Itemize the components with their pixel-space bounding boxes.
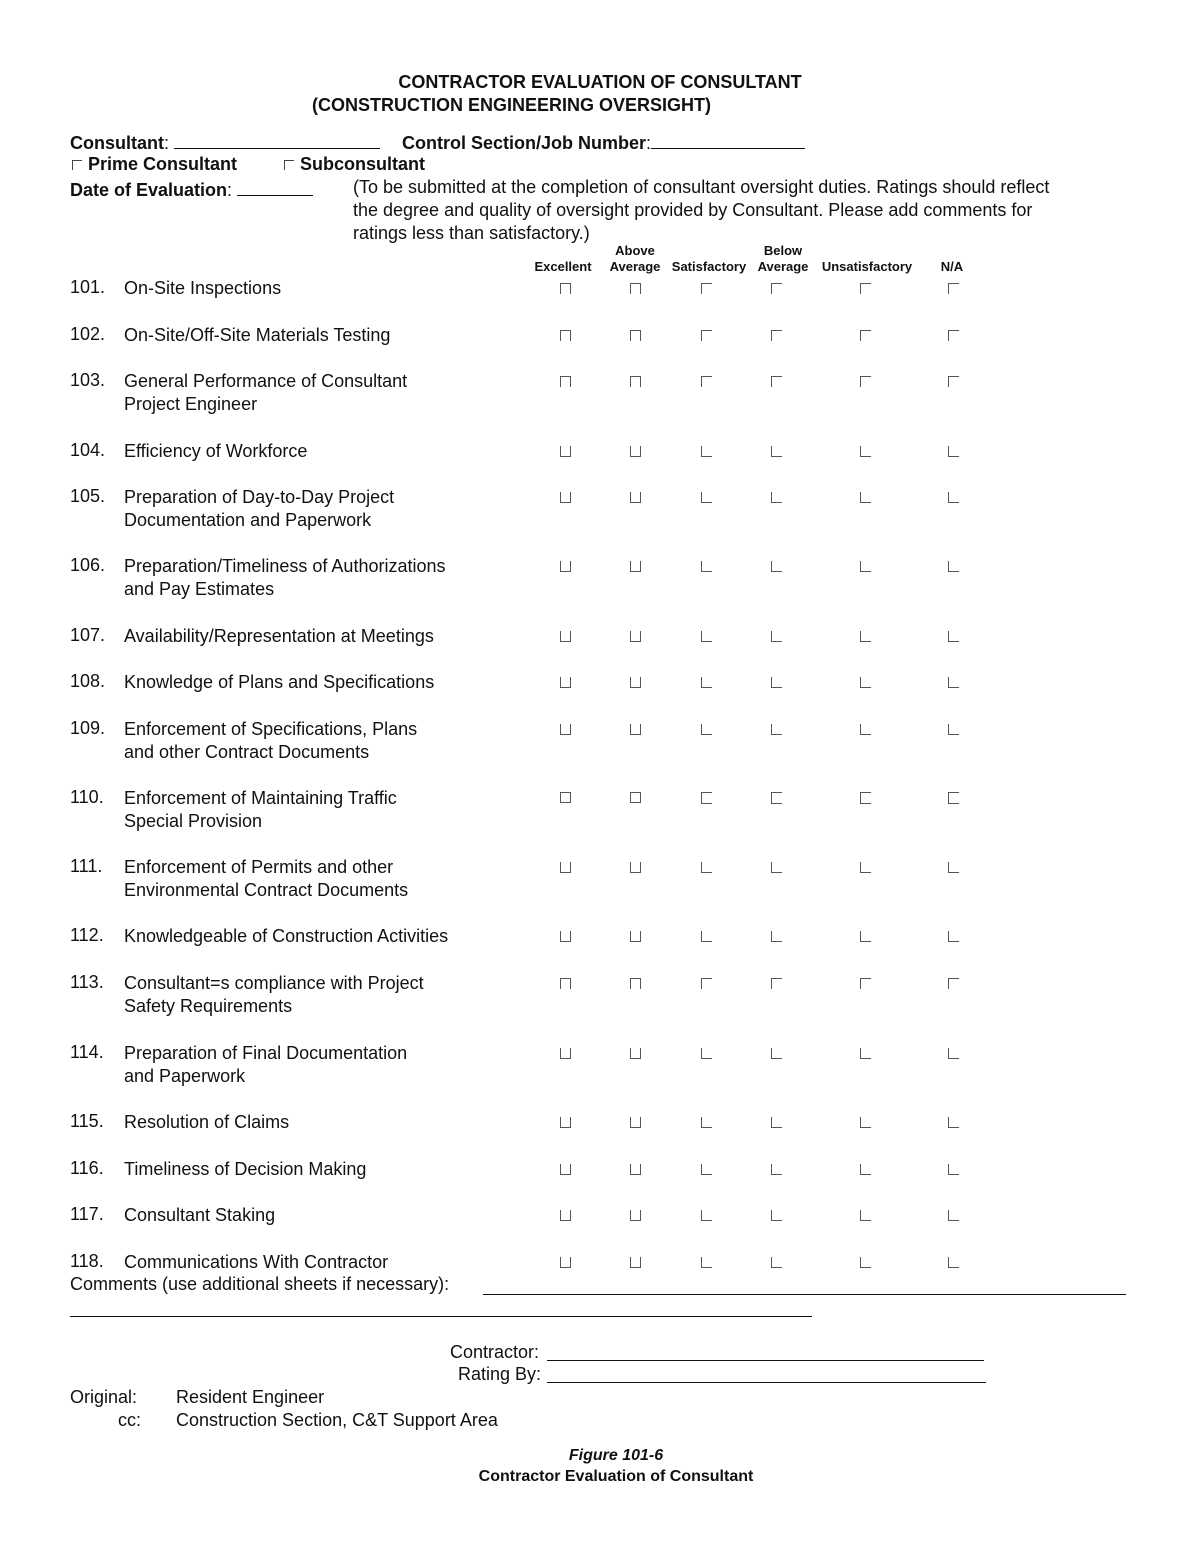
rating-checkbox[interactable] xyxy=(630,792,641,803)
item-number: 101. xyxy=(70,277,106,297)
rating-checkbox[interactable] xyxy=(701,862,712,873)
rating-checkbox[interactable] xyxy=(948,724,959,735)
rating-checkbox[interactable] xyxy=(630,330,641,341)
rating-checkbox[interactable] xyxy=(860,283,871,294)
rating-checkbox[interactable] xyxy=(948,1164,959,1175)
consultant-input-line[interactable] xyxy=(174,130,380,149)
rating-checkbox[interactable] xyxy=(701,446,712,457)
rating-checkbox[interactable] xyxy=(701,330,712,341)
prime-consultant-option[interactable]: Prime Consultant xyxy=(72,154,237,175)
rating-checkbox[interactable] xyxy=(771,1164,782,1175)
rating-checkbox[interactable] xyxy=(860,1257,871,1268)
rating-checkbox[interactable] xyxy=(948,931,959,942)
rating-checkbox[interactable] xyxy=(560,330,571,341)
rating-checkbox[interactable] xyxy=(630,1164,641,1175)
item-label: On-Site Inspections xyxy=(124,278,282,298)
rating-checkbox[interactable] xyxy=(630,931,641,942)
item-label: Timeliness of Decision Making xyxy=(124,1159,367,1179)
rating-checkbox[interactable] xyxy=(771,792,782,804)
rating-checkbox[interactable] xyxy=(860,724,871,735)
col-unsatisfactory: Unsatisfactory xyxy=(821,259,913,274)
rating-checkbox[interactable] xyxy=(560,631,571,642)
item-label: Enforcement of Permits and other Environmental Contract Documents xyxy=(124,857,409,900)
rating-checkbox[interactable] xyxy=(630,1048,641,1059)
rating-checkbox[interactable] xyxy=(701,677,712,688)
rating-checkbox[interactable] xyxy=(630,631,641,642)
rating-checkbox[interactable] xyxy=(860,446,871,457)
rating-checkbox[interactable] xyxy=(630,677,641,688)
page-subtitle: (CONSTRUCTION ENGINEERING OVERSIGHT) xyxy=(312,95,712,115)
rating-checkbox[interactable] xyxy=(860,376,871,387)
item-number: 107. xyxy=(70,625,106,645)
rating-checkbox[interactable] xyxy=(860,1048,871,1059)
rating-checkbox[interactable] xyxy=(560,1048,571,1059)
comments-label: Comments (use additional sheets if necessary): xyxy=(70,1274,450,1294)
rating-checkbox[interactable] xyxy=(860,330,871,341)
rating-checkbox[interactable] xyxy=(771,677,782,688)
rating-checkbox[interactable] xyxy=(630,376,641,387)
rating-checkbox[interactable] xyxy=(560,283,571,294)
item-label: Preparation/Timeliness of Authorizations and Pay Estimates xyxy=(124,556,446,599)
rating-checkbox[interactable] xyxy=(860,677,871,688)
rating-checkbox[interactable] xyxy=(771,283,782,294)
rating-checkbox[interactable] xyxy=(948,1048,959,1059)
rating-checkbox[interactable] xyxy=(948,1210,959,1221)
item-number: 115. xyxy=(70,1111,104,1131)
item-label: On-Site/Off-Site Materials Testing xyxy=(124,325,391,345)
rating-checkbox[interactable] xyxy=(630,1210,641,1221)
rating-checkbox[interactable] xyxy=(860,792,871,804)
rating-checkbox[interactable] xyxy=(771,376,782,387)
rating-checkbox[interactable] xyxy=(701,561,712,572)
original-label: Original: xyxy=(70,1387,138,1407)
rating-checkbox[interactable] xyxy=(560,1210,571,1221)
rating-checkbox[interactable] xyxy=(701,792,712,804)
item-number: 114. xyxy=(70,1042,104,1062)
item-number: 112. xyxy=(70,925,104,945)
cc-label: cc: xyxy=(118,1410,142,1430)
rating-checkbox[interactable] xyxy=(771,330,782,341)
item-number: 117. xyxy=(70,1204,104,1224)
rating-checkbox[interactable] xyxy=(701,492,712,503)
rating-checkbox[interactable] xyxy=(701,1048,712,1059)
instructions-line-3: ratings less than satisfactory.) xyxy=(353,223,590,243)
instructions-line-2: the degree and quality of oversight provided by Consultant. Please add comments for xyxy=(353,200,1033,220)
rating-checkbox[interactable] xyxy=(560,792,571,803)
rating-checkbox[interactable] xyxy=(701,978,712,989)
control-input-line[interactable] xyxy=(651,130,805,149)
rating-checkbox[interactable] xyxy=(860,1117,871,1128)
comments-line-2[interactable] xyxy=(70,1316,812,1317)
col-satisfactory: Satisfactory xyxy=(671,259,747,274)
rating-checkbox[interactable] xyxy=(771,724,782,735)
rating-checkbox[interactable] xyxy=(860,862,871,873)
rating-checkbox[interactable] xyxy=(560,862,571,873)
date-field: Date of Evaluation: xyxy=(70,177,313,201)
item-number: 108. xyxy=(70,671,106,691)
contractor-label: Contractor: xyxy=(450,1342,540,1362)
item-number: 110. xyxy=(70,787,104,807)
cc-value: Construction Section, C&T Support Area xyxy=(176,1410,498,1430)
rating-checkbox[interactable] xyxy=(948,376,959,387)
rating-checkbox[interactable] xyxy=(860,1210,871,1221)
figure-caption: Contractor Evaluation of Consultant xyxy=(478,1468,754,1485)
page-title: CONTRACTOR EVALUATION OF CONSULTANT xyxy=(398,72,802,92)
item-label: Enforcement of Specifications, Plans and other Contract Documents xyxy=(124,719,418,762)
consultant-label: Consultant xyxy=(70,133,164,153)
rating-checkbox[interactable] xyxy=(948,283,959,294)
rating-checkbox[interactable] xyxy=(630,1117,641,1128)
rating-checkbox[interactable] xyxy=(560,1164,571,1175)
col-below-average: Below Average xyxy=(757,243,809,274)
sub-checkbox[interactable] xyxy=(284,160,294,170)
rating-checkbox[interactable] xyxy=(701,724,712,735)
rating-checkbox[interactable] xyxy=(560,446,571,457)
rating-checkbox[interactable] xyxy=(560,561,571,572)
rating-checkbox[interactable] xyxy=(560,1257,571,1268)
rating-checkbox[interactable] xyxy=(860,561,871,572)
rating-checkbox[interactable] xyxy=(771,1257,782,1268)
rating-checkbox[interactable] xyxy=(701,1164,712,1175)
rating-checkbox[interactable] xyxy=(701,631,712,642)
rating-checkbox[interactable] xyxy=(860,492,871,503)
control-label: Control Section/Job Number xyxy=(402,133,647,153)
figure-number: Figure 101-6 xyxy=(568,1447,664,1464)
rating-checkbox[interactable] xyxy=(771,561,782,572)
item-label: Preparation of Final Documentation and Paperwork xyxy=(124,1043,408,1086)
rating-checkbox[interactable] xyxy=(701,931,712,942)
rating-by-signature-line[interactable] xyxy=(547,1382,986,1383)
item-number: 116. xyxy=(70,1158,104,1178)
rating-by-label: Rating By: xyxy=(458,1364,542,1384)
item-number: 102. xyxy=(70,324,106,344)
item-number: 105. xyxy=(70,486,106,506)
subconsultant-option[interactable]: Subconsultant xyxy=(284,154,425,175)
rating-checkbox[interactable] xyxy=(948,677,959,688)
item-label: General Performance of Consultant Project Engineer xyxy=(124,371,408,414)
rating-checkbox[interactable] xyxy=(630,862,641,873)
rating-checkbox[interactable] xyxy=(948,862,959,873)
item-number: 103. xyxy=(70,370,106,390)
rating-checkbox[interactable] xyxy=(771,631,782,642)
date-input-line[interactable] xyxy=(237,177,313,196)
item-label: Consultant Staking xyxy=(124,1205,276,1225)
rating-checkbox[interactable] xyxy=(948,631,959,642)
rating-checkbox[interactable] xyxy=(630,724,641,735)
rating-checkbox[interactable] xyxy=(630,492,641,503)
comments-line-1[interactable] xyxy=(483,1294,1126,1295)
rating-checkbox[interactable] xyxy=(630,561,641,572)
item-number: 113. xyxy=(70,972,104,992)
rating-checkbox[interactable] xyxy=(701,376,712,387)
rating-checkbox[interactable] xyxy=(771,931,782,942)
item-label: Knowledgeable of Construction Activities xyxy=(124,926,449,946)
item-number: 109. xyxy=(70,718,106,738)
rating-checkbox[interactable] xyxy=(771,1210,782,1221)
rating-checkbox[interactable] xyxy=(701,1210,712,1221)
rating-checkbox[interactable] xyxy=(701,1117,712,1128)
item-label: Availability/Representation at Meetings xyxy=(124,626,434,646)
original-value: Resident Engineer xyxy=(176,1387,325,1407)
rating-checkbox[interactable] xyxy=(948,792,959,804)
rating-checkbox[interactable] xyxy=(771,862,782,873)
rating-checkbox[interactable] xyxy=(630,446,641,457)
rating-checkbox[interactable] xyxy=(560,931,571,942)
item-number: 111. xyxy=(70,856,103,876)
item-label: Efficiency of Workforce xyxy=(124,441,308,461)
rating-checkbox[interactable] xyxy=(560,978,571,989)
item-label: Communications With Contractor xyxy=(124,1252,389,1272)
rating-checkbox[interactable] xyxy=(630,1257,641,1268)
col-above-average: Above Average xyxy=(609,243,661,274)
rating-checkbox[interactable] xyxy=(560,492,571,503)
rating-checkbox[interactable] xyxy=(860,631,871,642)
rating-checkbox[interactable] xyxy=(771,1117,782,1128)
rating-checkbox[interactable] xyxy=(560,376,571,387)
rating-checkbox[interactable] xyxy=(948,978,959,989)
item-label: Knowledge of Plans and Specifications xyxy=(124,672,435,692)
rating-checkbox[interactable] xyxy=(860,978,871,989)
rating-checkbox[interactable] xyxy=(860,931,871,942)
item-label: Consultant=s compliance with Project Safety Requirements xyxy=(124,973,424,1016)
consultant-field: Consultant: xyxy=(70,130,380,154)
item-number: 118. xyxy=(70,1251,104,1271)
item-label: Preparation of Day-to-Day Project Documentation and Paperwork xyxy=(124,487,395,530)
rating-checkbox[interactable] xyxy=(948,446,959,457)
instructions-line-1: (To be submitted at the completion of consultant oversight duties. Ratings should reflect xyxy=(353,177,1050,197)
rating-checkbox[interactable] xyxy=(701,1257,712,1268)
col-na: N/A xyxy=(940,259,964,274)
rating-checkbox[interactable] xyxy=(948,330,959,341)
rating-checkbox[interactable] xyxy=(701,283,712,294)
item-label: Resolution of Claims xyxy=(124,1112,290,1132)
rating-checkbox[interactable] xyxy=(560,1117,571,1128)
rating-checkbox[interactable] xyxy=(771,492,782,503)
rating-checkbox[interactable] xyxy=(948,492,959,503)
item-number: 106. xyxy=(70,555,106,575)
rating-checkbox[interactable] xyxy=(630,978,641,989)
control-field: Control Section/Job Number: xyxy=(402,130,805,154)
rating-checkbox[interactable] xyxy=(948,561,959,572)
rating-checkbox[interactable] xyxy=(948,1117,959,1128)
rating-checkbox[interactable] xyxy=(560,724,571,735)
rating-checkbox[interactable] xyxy=(560,677,571,688)
rating-checkbox[interactable] xyxy=(860,1164,871,1175)
item-number: 104. xyxy=(70,440,106,460)
date-label: Date of Evaluation xyxy=(70,180,228,200)
col-excellent: Excellent xyxy=(534,259,592,274)
rating-checkbox[interactable] xyxy=(948,1257,959,1268)
contractor-signature-line[interactable] xyxy=(547,1360,984,1361)
prime-checkbox[interactable] xyxy=(72,160,82,170)
rating-checkbox[interactable] xyxy=(771,446,782,457)
rating-checkbox[interactable] xyxy=(771,978,782,989)
item-label: Enforcement of Maintaining Traffic Special Provision xyxy=(124,788,397,831)
rating-checkbox[interactable] xyxy=(771,1048,782,1059)
rating-checkbox[interactable] xyxy=(630,283,641,294)
